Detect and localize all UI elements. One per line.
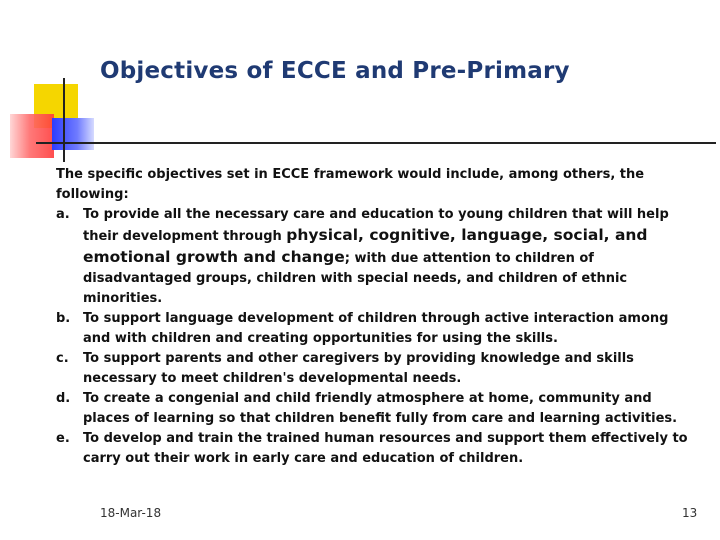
decor-red-square xyxy=(10,114,54,158)
list-item xyxy=(56,349,696,389)
list-marker: b. xyxy=(56,311,71,326)
objectives-list xyxy=(56,205,696,469)
footer-date: 18-Mar-18 xyxy=(100,506,162,520)
slide-body xyxy=(56,165,696,469)
title-divider-line xyxy=(36,142,716,144)
list-item-text: To support parents and other caregivers by providing knowledge and skills necessary to meet children's developmental needs. xyxy=(83,351,634,386)
list-item-text: To support language development of children through active interaction among and with children and creating opportunities for using the skills. xyxy=(83,311,669,346)
list-item-text-after: ; with due attention to children of disadvantaged groups, children with special needs, and children of ethnic minorities. xyxy=(83,251,628,306)
list-item-text: To provide all the necessary care and education to young children that will help their development through xyxy=(83,207,669,244)
decor-vertical-line xyxy=(63,78,65,162)
decor-blue-square xyxy=(52,118,94,150)
list-item-emphasis: physical, cognitive, language, social, and emotional growth and change xyxy=(83,226,648,266)
list-item xyxy=(56,205,696,309)
list-marker: e. xyxy=(56,431,70,446)
list-marker: c. xyxy=(56,351,69,366)
list-item xyxy=(56,429,696,469)
list-item xyxy=(56,309,696,349)
intro-text: The specific objectives set in ECCE framework would include, among others, the following: xyxy=(56,167,645,202)
slide-title: Objectives of ECCE and Pre-Primary xyxy=(100,58,570,84)
list-item-text: To develop and train the trained human resources and support them effectively to carry out their work in early care and education of children. xyxy=(83,431,688,466)
list-marker: d. xyxy=(56,391,71,406)
list-item xyxy=(56,389,696,429)
list-marker: a. xyxy=(56,207,70,222)
list-item-text: To create a congenial and child friendly atmosphere at home, community and places of learning so that children benefit fully from care and learning activities. xyxy=(83,391,678,426)
page-number: 13 xyxy=(682,506,698,520)
